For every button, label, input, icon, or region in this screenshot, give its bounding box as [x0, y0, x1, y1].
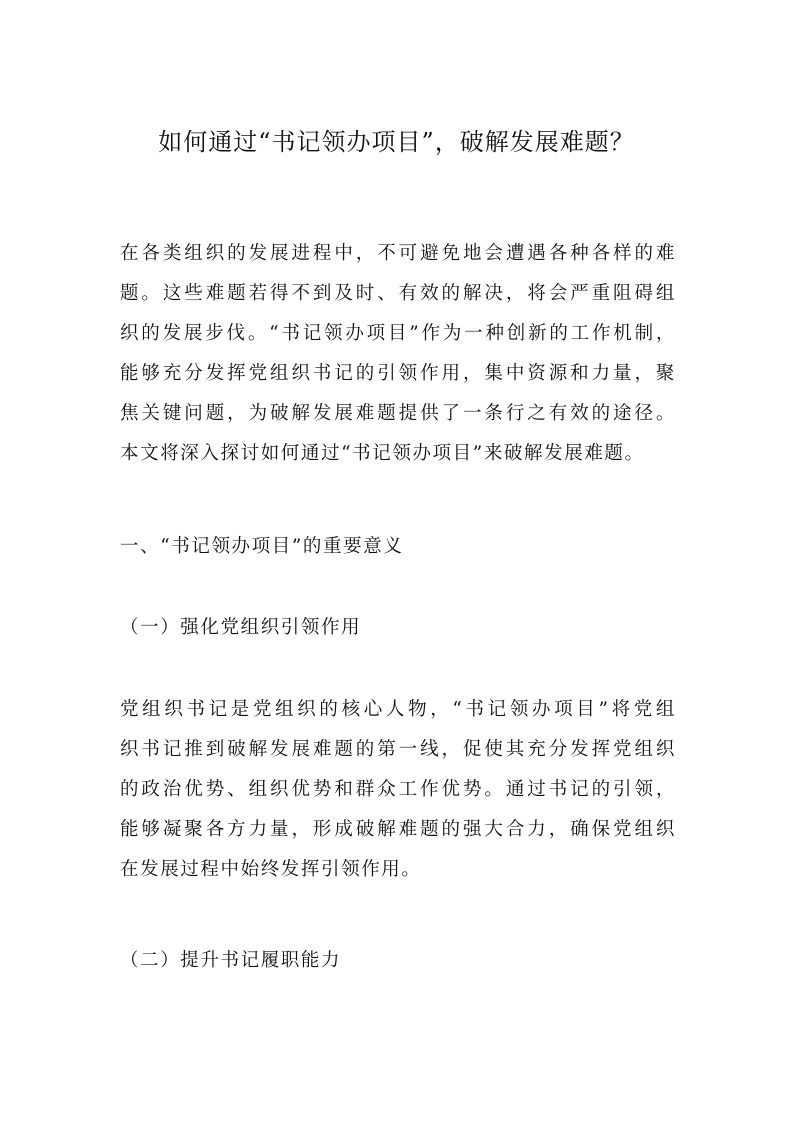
- subsection-paragraph: [120, 690, 676, 890]
- subsection-heading: （一）强化党组织引领作用: [120, 617, 362, 638]
- subsection-heading: （二）提升书记履职能力: [120, 950, 342, 971]
- text-line: 的政治优势、组织优势和群众工作优势。通过书记的引领，: [120, 779, 676, 800]
- text-line: 在各类组织的发展进程中，不可避免地会遭遇各种各样的难: [120, 243, 676, 264]
- text-line: 党组织书记是党组织的核心人物，“书记领办项目”将党组: [120, 699, 676, 720]
- text-line: 焦关键问题，为破解发展难题提供了一条行之有效的途径。: [120, 403, 676, 424]
- text-line: 题。这些难题若得不到及时、有效的解决，将会严重阻碍组: [120, 283, 676, 304]
- text-line: 织的发展步伐。“书记领办项目”作为一种创新的工作机制，: [120, 323, 676, 344]
- text-line: 在发展过程中始终发挥引领作用。: [120, 859, 422, 880]
- text-line: 能够充分发挥党组织书记的引领作用，集中资源和力量，聚: [120, 363, 676, 384]
- document-title: 如何通过“书记领办项目”，破解发展难题？: [158, 128, 635, 156]
- intro-paragraph: [120, 234, 676, 474]
- text-line: 本文将深入探讨如何通过“书记领办项目”来破解发展难题。: [120, 443, 645, 464]
- section-heading: 一、“书记领办项目”的重要意义: [120, 536, 404, 557]
- text-line: 能够凝聚各方力量，形成破解难题的强大合力，确保党组织: [120, 819, 676, 840]
- text-line: 织书记推到破解发展难题的第一线，促使其充分发挥党组织: [120, 739, 676, 760]
